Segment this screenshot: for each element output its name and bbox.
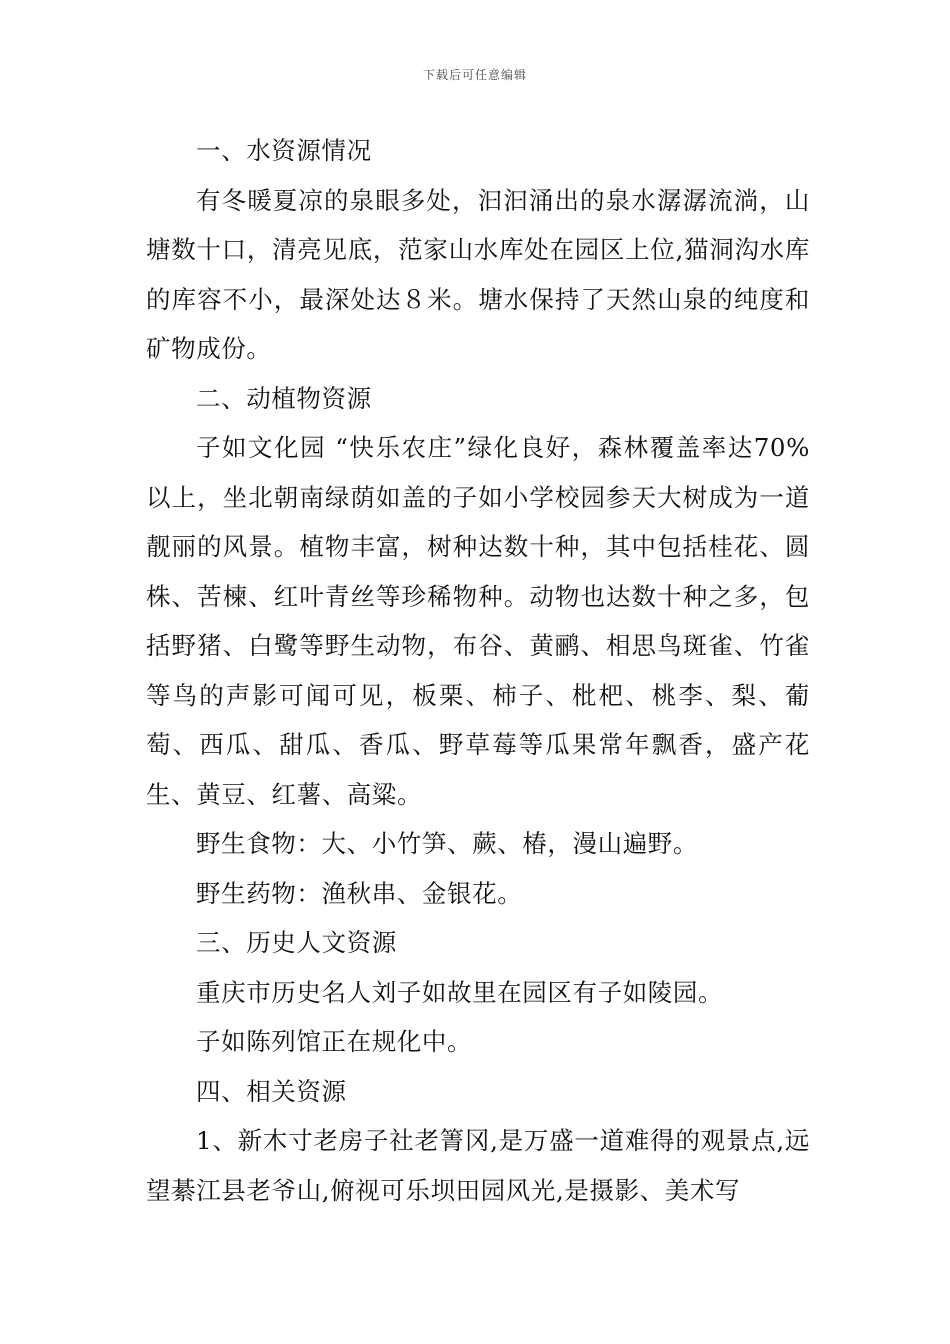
section-heading-water: 一、水资源情况	[196, 136, 372, 165]
paragraph-flora-fauna: 子如文化园 “快乐农庄”绿化良好，森林覆盖率达70%以上，坐北朝南绿荫如盖的子如小学校园参天大树成为一道靓丽的风景。植物丰富，树种达数十种，其中包括桂花、圆株、苦楝、红叶青丝等珍稀物种。动物也达数十种之多，包括野猪、白鹭等野生动物，布谷、黄鹂、相思鸟斑雀、竹雀等鸟的声影可闻可见，板栗、柿子、枇杷、桃李、梨、葡萄、西瓜、甜瓜、香瓜、野草莓等瓜果常年飘香，盛产花生、黄豆、红薯、高粱。	[146, 433, 810, 809]
page-header-note: 下载后可任意编辑	[422, 68, 527, 82]
paragraph-related-1: 1、新木寸老房子社老箐冈,是万盛一道难得的观景点,远望綦江县老爷山,俯视可乐坝田园风光,是摄影、美术写	[146, 1126, 810, 1205]
paragraph-history-1: 重庆市历史名人刘子如故里在园区有子如陵园。	[196, 977, 724, 1007]
paragraph-wild-food: 野生食物：大、小竹笋、蕨、椿，漫山遍野。	[196, 829, 698, 858]
document-body	[146, 126, 810, 1215]
paragraph-wild-medicine: 野生药物：渔秋串、金银花。	[196, 878, 523, 908]
paragraph-water: 有冬暖夏凉的泉眼多处，汩汩涌出的泉水潺潺流淌，山塘数十口，清亮见底，范家山水库处在园区上位,猫洞沟水库的库容不小，最深处达８米。塘水保持了天然山泉的纯度和矿物成份。	[146, 185, 810, 363]
section-heading-flora-fauna: 二、动植物资源	[196, 383, 372, 413]
paragraph-history-2: 子如陈列馆正在规化中。	[196, 1027, 473, 1056]
section-heading-history: 三、历史人文资源	[196, 928, 397, 957]
section-heading-related: 四、相关资源	[196, 1076, 347, 1106]
